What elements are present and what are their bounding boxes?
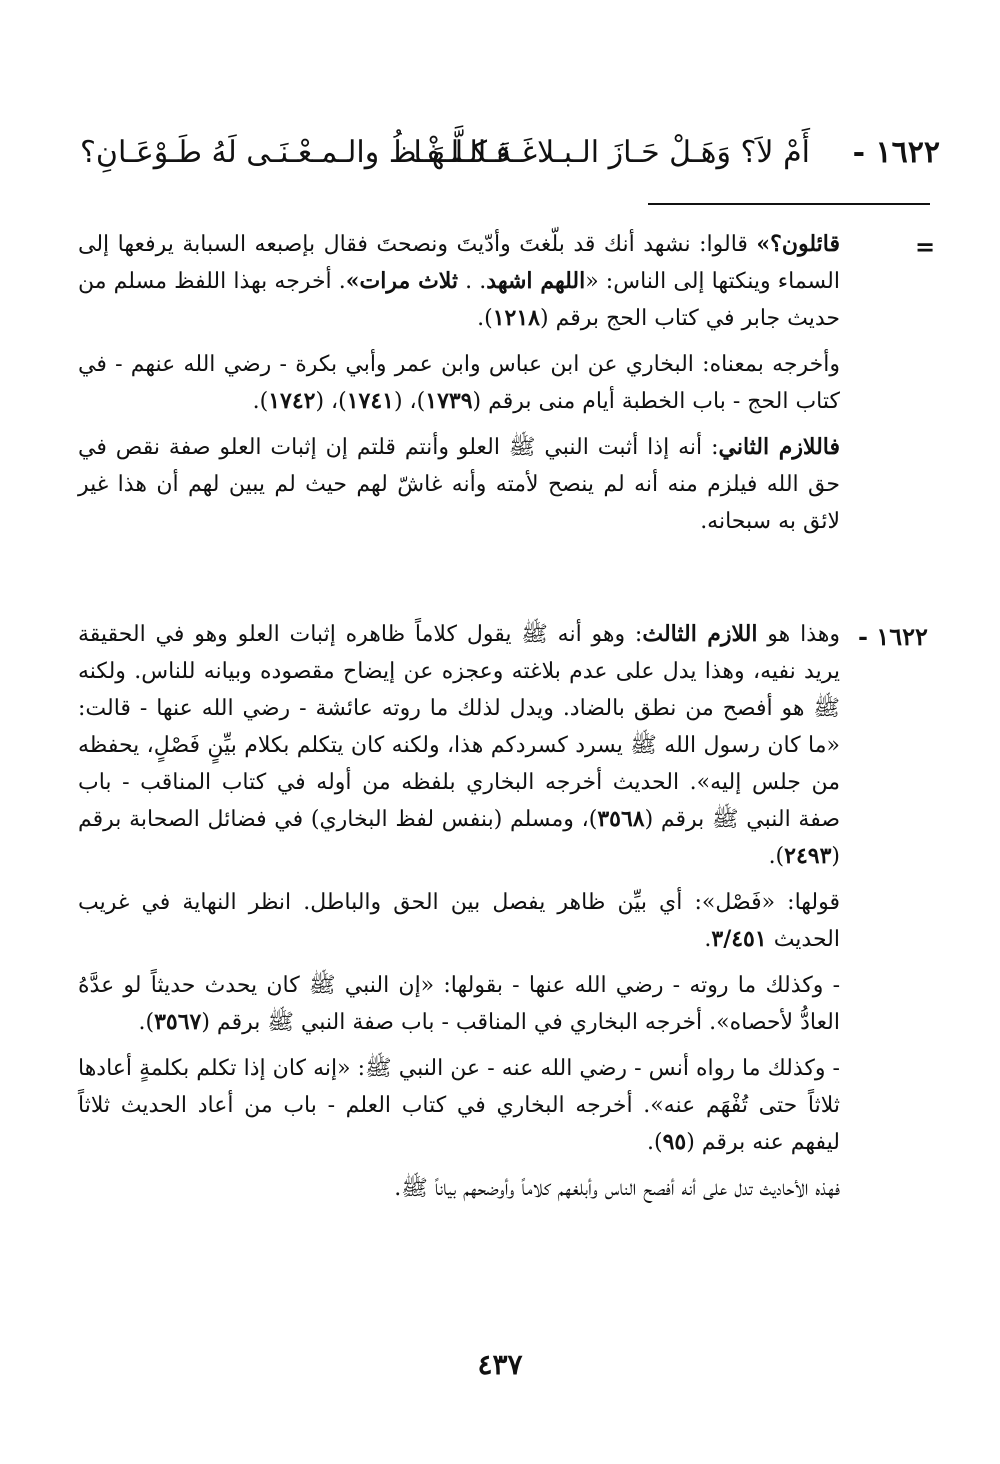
text: . أخرجه بهذا اللفظ مسلم من حديث جابر في كتاب الحج برقم ( bbox=[78, 269, 840, 331]
footnote-separator bbox=[648, 203, 930, 205]
bold-text: فاللازم الثاني bbox=[718, 434, 840, 460]
footnote-paragraph bbox=[78, 967, 840, 1041]
text: وأخرجه بمعناه: البخاري عن ابن عباس وابن عمر وأبي بكرة - رضي الله عنهم - في كتاب الحج - باب الخطبة أيام منى برقم ( bbox=[78, 352, 840, 414]
text: قولها: «فَصْل»: أي بيِّن ظاهر يفصل بين الحق والباطل. انظر النهاية في غريب الحديث bbox=[78, 890, 840, 952]
text: - وكذلك ما رواه أنس - رضي الله عنه - عن النبي ﷺ: «إنه كان إذا تكلم بكلمةٍ أعادها ثلاثاً حتى تُفْهَم عنه». أخرجه البخاري في كتاب العلم - باب من أعاد الحديث ثلاثاً ليفهم عنه برقم ( bbox=[78, 1056, 840, 1155]
verse-first-hemistich: أَمْ لاَ؟ وَهَـلْ حَـازَ الـبـلاغَـةَ كـلَّـهَـا bbox=[413, 135, 810, 170]
text: )، ومسلم (بنفس لفظ البخاري) في فضائل الصحابة برقم ( bbox=[78, 807, 840, 869]
ref-number: ١٧٤١ bbox=[346, 388, 394, 414]
ref-number: ١٢١٨ bbox=[492, 305, 540, 331]
text: )، ( bbox=[393, 389, 426, 414]
footnote-paragraph bbox=[78, 884, 840, 958]
verse-number: ١٦٢٢ - bbox=[852, 135, 940, 170]
ref-number: ١٧٤٢ bbox=[268, 388, 316, 414]
footnote-paragraph bbox=[78, 616, 840, 875]
text: : أنه إذا أثبت النبي ﷺ العلو وأنتم قلتم إن إثبات العلو صفة نقص في حق الله فيلزم منه أنه لم ينصح لأمته وأنه غاشّ لهم حيث لم يبين لهم أن هذا غير لائق به سبحانه. bbox=[78, 435, 840, 534]
continuation-mark: = bbox=[915, 232, 936, 261]
footnote-paragraph: فهذه الأحاديث تدل على أنه أفصح الناس وأبلغهم كلاماً وأوضحهم بياناً ﷺ. bbox=[394, 1176, 840, 1201]
ref-number: ٩٥ bbox=[662, 1129, 687, 1155]
bold-text: اللهم اشهد bbox=[486, 268, 586, 294]
text: ). bbox=[768, 844, 785, 869]
footnote-block-continuation bbox=[78, 226, 840, 540]
text: وهذا هو bbox=[757, 622, 840, 647]
ref-number: ٣٥٦٧ bbox=[154, 1009, 202, 1035]
footnote-number: ١٦٢٢ - bbox=[858, 622, 928, 651]
bold-text: اللازم الثالث bbox=[642, 621, 758, 647]
footnote-paragraph bbox=[78, 226, 840, 337]
footnote-paragraph bbox=[78, 346, 840, 420]
ref-number: ٢٤٩٣ bbox=[784, 843, 832, 869]
text: - وكذلك ما روته - رضي الله عنها - بقولها: «إن النبي ﷺ كان يحدث حديثاً لو عدَّهُ العادُّ لأحصاه». أخرجه البخاري في المناقب - باب صفة النبي ﷺ برقم ( bbox=[78, 973, 840, 1035]
text: ). bbox=[138, 1010, 155, 1035]
footnote-paragraph bbox=[78, 1050, 840, 1161]
ref-number: ٣/٤٥١ bbox=[711, 926, 767, 952]
page-number: ٤٣٧ bbox=[477, 1348, 523, 1381]
ref-number: ١٧٣٩ bbox=[425, 388, 473, 414]
text: ). bbox=[477, 306, 493, 331]
bold-text: قائلون؟» bbox=[756, 231, 840, 257]
text: قالوا: نشهد أنك قد بلّغتَ وأدّيتَ ونصحتَ فقال بإصبعه السبابة يرفعها إلى السماء وينكتها إلى الناس: « bbox=[78, 232, 840, 294]
text: ). bbox=[252, 389, 269, 414]
text: : وهو أنه ﷺ يقول كلاماً ظاهره إثبات العلو وهو في الحقيقة يريد نفيه، وهذا يدل على عدم بلاغته وعجزه عن إيضاح مقصوده وبيانه للناس. ولكنه ﷺ هو أفصح من نطق بالضاد. ويدل لذلك ما روته عائشة - رضي الله عنها - قالت: «ما كان رسول الله ﷺ يسرد كسردكم هذا، ولكنه كان يتكلم بكلام بيِّنٍ فَصْلٍ، يحفظه من جلس إليه». الحديث أخرجه البخاري بلفظه من أوله في كتاب المناقب - باب صفة النبي ﷺ برقم ( bbox=[78, 622, 840, 832]
footnote-block-1622 bbox=[78, 616, 840, 1207]
text: . bbox=[704, 927, 712, 952]
verse-line bbox=[60, 118, 940, 188]
footnote-paragraph bbox=[78, 429, 840, 540]
text: ). bbox=[646, 1130, 663, 1155]
verse-second-hemistich: فـالـلـفْـظُ والـمـعْـنَـى لَهُ طَـوْعَـانِ؟ bbox=[80, 135, 511, 170]
text: . . bbox=[458, 269, 487, 294]
ref-number: ٣٥٦٨ bbox=[597, 806, 645, 832]
text: )، ( bbox=[315, 389, 347, 414]
bold-text: ثلاث مرات» bbox=[345, 268, 459, 294]
